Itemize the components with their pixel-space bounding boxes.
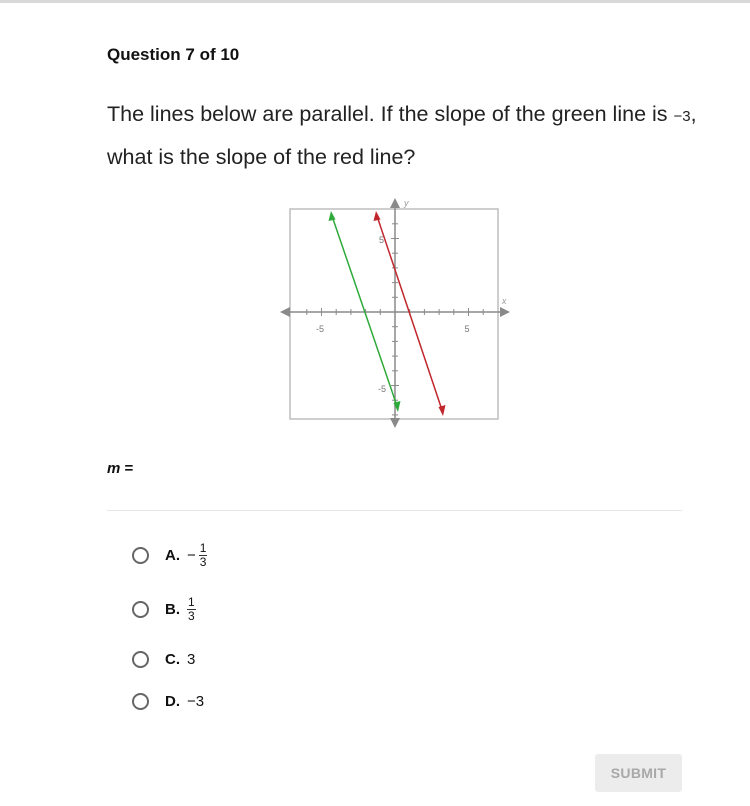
x-tick-label-neg5: -5 xyxy=(315,324,325,334)
y-tick-label-neg5: -5 xyxy=(377,384,386,394)
radio-c[interactable] xyxy=(132,651,149,668)
choice-a-fraction xyxy=(199,542,208,569)
prompt-text-2: , what is the slope of the red line? xyxy=(107,102,697,169)
divider xyxy=(107,510,682,511)
y-axis-up-arrow xyxy=(390,198,400,208)
answer-variable: m xyxy=(107,460,121,477)
choice-a[interactable] xyxy=(132,537,207,573)
choice-b-numerator: 1 xyxy=(188,594,195,609)
y-tick-label-5: 5 xyxy=(378,235,384,245)
prompt-text-1: The lines below are parallel. If the slope of the green line is xyxy=(107,102,674,126)
coordinate-graph xyxy=(275,194,511,430)
x-axis-left-arrow xyxy=(280,307,290,317)
radio-a[interactable] xyxy=(132,547,149,564)
choice-c[interactable] xyxy=(132,641,195,677)
graph-svg xyxy=(275,194,511,430)
choice-b[interactable] xyxy=(132,591,196,627)
prompt-slope-value: −3 xyxy=(673,108,691,125)
choice-c-value: 3 xyxy=(187,650,196,668)
choice-b-value xyxy=(187,596,196,623)
choice-a-value xyxy=(187,542,207,569)
y-axis-down-arrow xyxy=(390,418,400,428)
choice-a-minus: − xyxy=(187,546,196,564)
answer-equals: = xyxy=(120,460,134,477)
choice-d[interactable] xyxy=(132,683,204,719)
choice-b-letter: B. xyxy=(165,600,180,618)
choice-a-numerator: 1 xyxy=(199,540,207,555)
x-tick-label-5: 5 xyxy=(464,324,470,334)
choice-c-letter: C. xyxy=(165,650,180,668)
choice-d-value: −3 xyxy=(187,692,205,710)
x-axis-label: x xyxy=(502,296,507,306)
choice-b-denominator: 3 xyxy=(188,608,195,623)
top-border xyxy=(0,0,750,3)
choice-a-denominator: 3 xyxy=(199,554,207,569)
radio-d[interactable] xyxy=(132,693,149,710)
submit-button[interactable]: SUBMIT xyxy=(595,754,682,792)
answer-variable-label xyxy=(107,460,133,477)
choice-b-fraction xyxy=(187,596,196,623)
choice-a-letter: A. xyxy=(165,546,180,564)
question-prompt xyxy=(107,94,697,178)
choice-d-letter: D. xyxy=(165,692,180,710)
x-axis-right-arrow xyxy=(500,307,510,317)
y-axis-label: y xyxy=(404,198,409,208)
question-header: Question 7 of 10 xyxy=(107,45,240,64)
radio-b[interactable] xyxy=(132,601,149,618)
